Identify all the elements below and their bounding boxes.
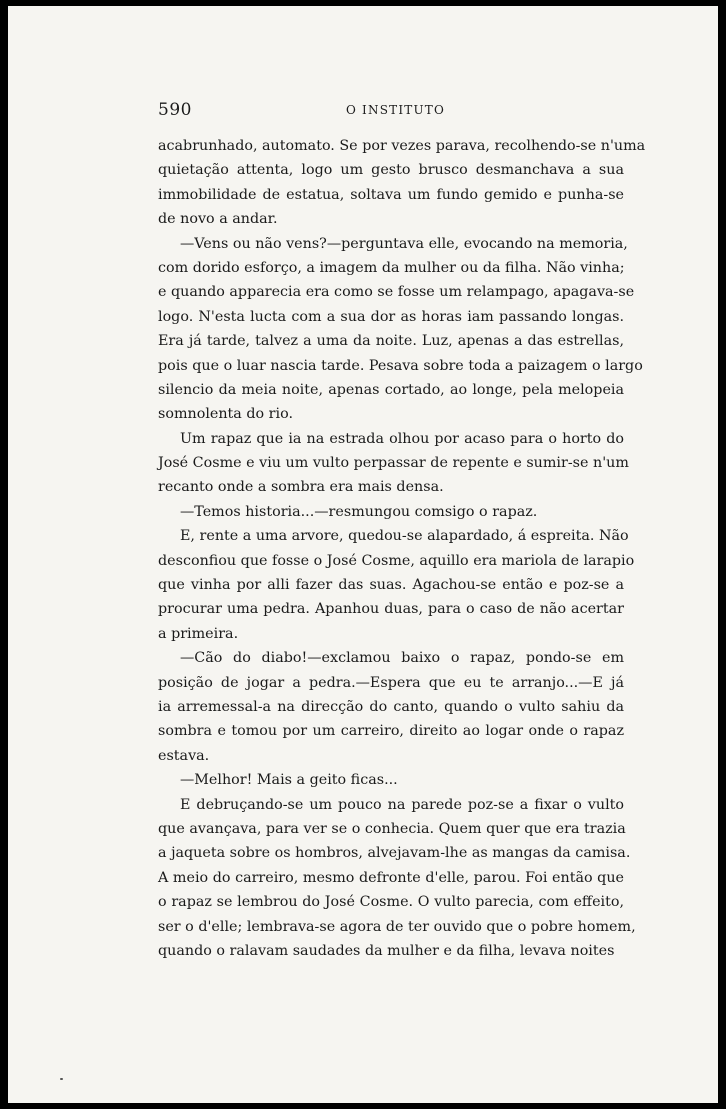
text-line: com dorido esforço, a imagem da mulher ou da filha. Não vinha;	[158, 259, 625, 276]
body-text	[158, 134, 646, 963]
text-line: que vinha por alli fazer das suas. Agachou-se então e poz-se a	[158, 577, 624, 594]
text-line: desconfiou que fosse o José Cosme, aquillo era mariola de larapio	[158, 552, 635, 569]
paragraph	[158, 134, 646, 232]
text-line: o rapaz se lembrou do José Cosme. O vulto parecia, com effeito,	[158, 894, 624, 911]
text-line: logo. N'esta lucta com a sua dor as horas iam passando longas.	[158, 308, 624, 325]
text-line: —Melhor! Mais a geito ficas...	[180, 772, 398, 789]
page-number: 590	[158, 100, 192, 120]
text-line: José Cosme e viu um vulto perpassar de repente e sumir-se n'um	[158, 455, 629, 472]
paragraph	[158, 232, 643, 427]
text-line: —Temos historia...—resmungou comsigo o rapaz.	[180, 503, 538, 520]
paragraph	[158, 793, 636, 964]
paragraph	[158, 524, 635, 646]
text-line: Era já tarde, talvez a uma da noite. Luz, apenas a das estrellas,	[158, 333, 624, 350]
text-line: estava.	[158, 747, 210, 764]
book-page	[8, 6, 718, 1103]
text-line: silencio da meia noite, apenas cortado, ao longe, pela melopeia	[158, 381, 624, 398]
text-line: acabrunhado, automato. Se por vezes parava, recolhendo-se n'uma	[158, 138, 646, 154]
text-line: quando o ralavam saudades da mulher e da filha, levava noites	[158, 942, 615, 959]
text-line: recanto onde a sombra era mais densa.	[158, 479, 444, 496]
paper-speck	[60, 1078, 63, 1080]
text-line: posição de jogar a pedra.—Espera que eu te arranjo...—E já	[158, 674, 624, 691]
text-line: E, rente a uma arvore, quedou-se alapardado, á espreita. Não	[180, 528, 629, 545]
text-line: Um rapaz que ia na estrada olhou por acaso para o horto do	[180, 430, 624, 447]
text-line: —Vens ou não vens?—perguntava elle, evocando na memoria,	[180, 235, 628, 252]
text-line: quietação attenta, logo um gesto brusco desmanchava a sua	[158, 162, 624, 179]
text-line: ia arremessal-a na direcção do canto, quando o vulto sahiu da	[158, 698, 624, 715]
text-line: sombra e tomou por um carreiro, direito ao logar onde o rapaz	[158, 723, 624, 740]
text-line: que avançava, para ver se o conhecia. Quem quer que era trazia	[158, 820, 626, 837]
paragraph	[158, 768, 624, 792]
running-head: O INSTITUTO	[346, 103, 446, 117]
paragraph	[158, 646, 624, 768]
text-line: a jaqueta sobre os hombros, alvejavam-lhe as mangas da camisa.	[158, 845, 631, 862]
text-line: E debruçando-se um pouco na parede poz-se a fixar o vulto	[180, 796, 624, 813]
text-line: somnolenta do rio.	[158, 406, 293, 423]
paragraph	[158, 500, 624, 524]
text-line: —Cão do diabo!—exclamou baixo o rapaz, pondo-se em	[180, 650, 624, 667]
text-line: e quando apparecia era como se fosse um relampago, apagava-se	[158, 284, 635, 301]
text-line: A meio do carreiro, mesmo defronte d'elle, parou. Foi então que	[158, 869, 624, 886]
text-line: de novo a andar.	[158, 211, 278, 228]
text-line: a primeira.	[158, 625, 239, 642]
page-header	[158, 100, 638, 124]
text-line: pois que o luar nascia tarde. Pesava sobre toda a paizagem o largo	[158, 357, 643, 374]
text-line: ser o d'elle; lembrava-se agora de ter ouvido que o pobre homem,	[158, 918, 636, 935]
text-line: procurar uma pedra. Apanhou duas, para o caso de não acertar	[158, 601, 624, 618]
paragraph	[158, 427, 629, 500]
text-line: immobilidade de estatua, soltava um fundo gemido e punha-se	[158, 186, 624, 203]
